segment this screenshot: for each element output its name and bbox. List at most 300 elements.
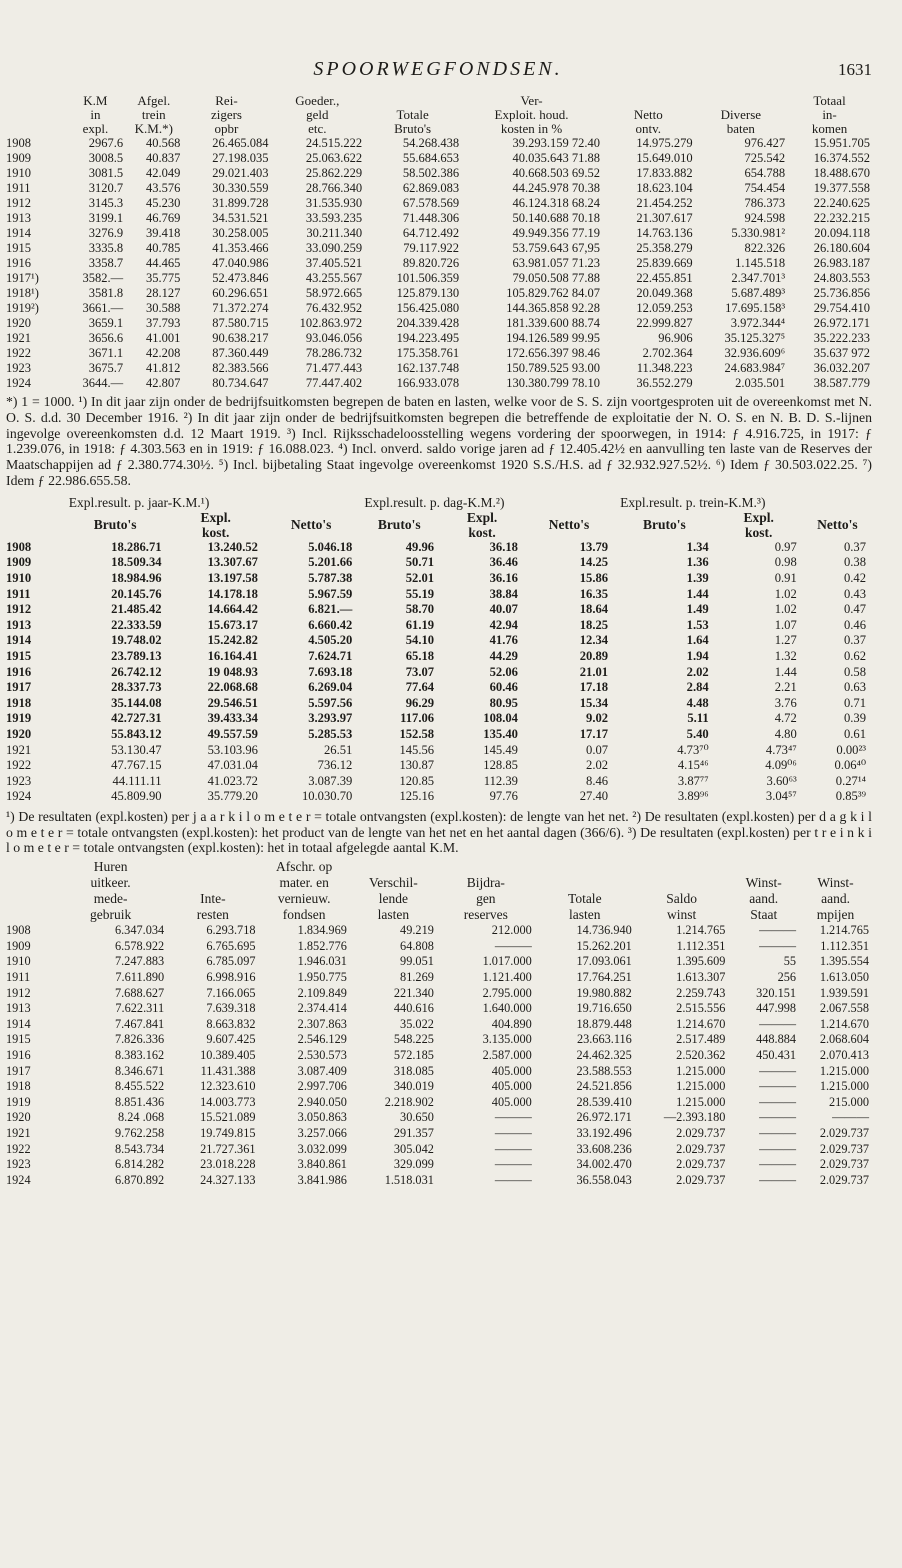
year-cell: 1914 (6, 1016, 31, 1031)
table-row (4, 758, 872, 774)
table-cell: 40.07 (489, 602, 518, 617)
table-cell: 0.58 (843, 664, 866, 679)
table-cell: 36.46 (489, 555, 518, 570)
table-cell: 1.852.776 (297, 938, 347, 953)
table-cell: 1.215.000 (819, 1079, 869, 1094)
table-cell: 10.389.405 (200, 1048, 256, 1063)
table-cell: 30.258.005 (212, 226, 269, 240)
table-cell: ——— (759, 1110, 797, 1125)
year-cell: 1913 (6, 1001, 31, 1016)
table-row (4, 923, 872, 939)
table-cell: 60.296.651 (212, 286, 269, 300)
table-cell: 27.40 (579, 789, 609, 804)
table-cell: 24.327.133 (200, 1172, 256, 1187)
table-row (4, 1064, 872, 1080)
table-cell: 76.432.952 (305, 301, 363, 315)
table-cell: 2.520.362 (676, 1048, 726, 1063)
table-cell: 0.00²³ (836, 742, 866, 757)
table-cell: 8.46 (586, 773, 609, 788)
table-cell: 2.515.556 (676, 1001, 726, 1016)
year-cell: 1909 (6, 151, 31, 165)
table-row (4, 1001, 872, 1017)
table-cell: 36.558.043 (576, 1172, 632, 1187)
table-cell: 6.578.922 (114, 938, 165, 953)
column-header: Totale Bruto's (394, 107, 432, 136)
table-cell: 0.71 (843, 695, 866, 710)
table-row (4, 774, 872, 790)
table-cell: ——— (494, 1157, 532, 1172)
table-cell: 36.16 (489, 570, 518, 585)
table-row (4, 665, 872, 681)
table-cell: 3.972.344⁴ (730, 316, 786, 330)
table-cell: 31.535.930 (305, 196, 363, 210)
table-cell: 786.373 (744, 196, 786, 210)
column-header: Saldo winst (666, 891, 697, 923)
year-cell: 1910 (6, 954, 31, 969)
table-row (4, 743, 872, 759)
table-cell: 41.001 (146, 331, 181, 345)
table-cell: 1.49 (686, 602, 709, 617)
table-cell: 166.933.078 (396, 376, 460, 390)
table-cell: 5.285.53 (308, 726, 353, 741)
year-cell: 1915 (6, 648, 32, 663)
column-header (4, 94, 66, 136)
table-cell: 19.980.882 (576, 985, 632, 1000)
table-cell: 49.557.59 (207, 726, 258, 741)
year-cell: 1924 (6, 1172, 31, 1187)
table-cell: 3120.7 (88, 181, 124, 195)
group-header: Expl.result. p. dag-K.M.²) (364, 494, 505, 510)
table-cell: 87.580.715 (212, 316, 269, 330)
table-cell: 2.067.558 (819, 1001, 869, 1016)
table-cell: 0.61 (843, 726, 866, 741)
table-cell: 36.552.279 (636, 376, 693, 390)
table-cell: 320.151 (756, 985, 797, 1000)
table-cell: 130.87 (399, 758, 435, 773)
table-cell: 2.997.706 (297, 1079, 347, 1094)
year-cell: 1917¹) (6, 271, 39, 285)
table-cell: 2.546.129 (297, 1032, 347, 1047)
table-cell: 53.130.47 (111, 742, 162, 757)
table-cell: 3.04⁵⁷ (765, 789, 797, 804)
table-cell: 50.140.688 70.18 (512, 211, 601, 225)
table-cell: 20.049.368 (636, 286, 693, 300)
table-row (4, 241, 872, 256)
table-cell: 35.125.327⁵ (724, 331, 786, 345)
table-cell: 212.000 (491, 923, 532, 938)
table-cell: 47.040.986 (212, 256, 269, 270)
table-cell: 5.967.59 (308, 586, 353, 601)
table-cell: 4.73⁴⁷ (765, 742, 797, 757)
table-cell: 5.046.18 (308, 539, 353, 554)
table-cell: 77.447.402 (305, 376, 363, 390)
table-cell: 13.197.58 (207, 570, 258, 585)
table-cell: 5.787.38 (308, 570, 353, 585)
table-cell: 65.18 (405, 648, 435, 663)
column-header: Totaal in- komen (811, 94, 848, 136)
table-cell: 8.543.734 (114, 1141, 165, 1156)
year-cell: 1921 (6, 331, 31, 345)
table-cell: 45.230 (146, 196, 181, 210)
footnotes-revenue: *) 1 = 1000. ¹) In dit jaar zijn onder de bedrijfsuitkomsten begrepen de baten en lasten, welke voor de S. S. zijn voortgesproten uit de overeenkomst met N. O. S. d.d. 30 December 1916. ²) In dit jaar zijn onder de bedrijfsuitkomsten begrepen die betreffende de exploitatie der N. O. S. en N. B. D. S.-lijnen ingevolge overeenkomsten d.d. 12 Maart 1919. ³) Incl. Rijksschadeloosstelling wegens vordering der spoorwegen, in 1914: ƒ 4.916.725, in 1917: ƒ 1.239.076, in 1918: ƒ 4.303.563 en in 1919: ƒ 16.088.023. ⁴) Incl. onverd. saldo vorige jaren ad ƒ 12.405.42½ en aanvulling ten laste van de Reserves der Maatschappijen ad ƒ 2.380.774.30½. ⁵) Incl. bijbetaling Staat ingevolge overeenkomst 1920 S.S./H.S. ad ƒ 32.932.927.52½. ⁶) Idem ƒ 30.503.022.25. ⁷) Idem ƒ 22.986.655.58. (6, 394, 872, 488)
table-cell: ——— (759, 1157, 797, 1172)
table-cell: 24.521.856 (576, 1079, 632, 1094)
table-row (4, 986, 872, 1002)
table-cell: 1.121.400 (482, 970, 532, 985)
table-cell: 71.477.443 (305, 361, 363, 375)
year-cell: 1916 (6, 1048, 31, 1063)
table-cell: 6.814.282 (114, 1157, 165, 1172)
table-cell: 1.939.591 (819, 985, 869, 1000)
table-cell: 305.042 (393, 1141, 434, 1156)
table-cell: ——— (759, 1172, 797, 1187)
table-cell: 58.502.386 (402, 166, 460, 180)
table-row (4, 1173, 872, 1189)
table-cell: 58.70 (405, 602, 435, 617)
table-cell: 35.022 (400, 1016, 434, 1031)
table-cell: 7.639.318 (206, 1001, 256, 1016)
table-cell: 43.255.567 (305, 271, 363, 285)
table-cell: 120.85 (399, 773, 435, 788)
table-cell: 26.742.12 (111, 664, 162, 679)
table-cell: 42.94 (489, 617, 518, 632)
table-cell: 27.198.035 (212, 151, 269, 165)
table-row (4, 211, 872, 226)
table-cell: 24.683.984⁷ (724, 361, 786, 375)
table-cell: 3675.7 (88, 361, 124, 375)
table-cell: 6.347.034 (114, 923, 165, 938)
year-cell: 1923 (6, 361, 31, 375)
column-header: Inte- resten (196, 891, 229, 923)
table-cell: 3.76 (774, 695, 797, 710)
table-cell: 53.103.96 (207, 742, 258, 757)
table-cell: 1.07 (774, 617, 797, 632)
table-cell: 17.17 (579, 726, 609, 741)
table-cell: 405.000 (491, 1079, 532, 1094)
table-cell: 90.638.217 (212, 331, 269, 345)
table-cell: 82.383.566 (212, 361, 269, 375)
year-cell: 1913 (6, 617, 32, 632)
table-cell: ——— (494, 938, 532, 953)
table-row (4, 954, 872, 970)
column-header: Netto's (290, 517, 332, 533)
table-cell: 2.109.849 (297, 985, 347, 1000)
table-cell: 3145.3 (88, 196, 124, 210)
table-row (4, 633, 872, 649)
table-cell: 22.232.215 (813, 211, 870, 225)
year-cell: 1922 (6, 346, 31, 360)
year-cell: 1921 (6, 1125, 31, 1140)
table-cell: 130.380.799 78.10 (506, 376, 601, 390)
table-cell: 6.998.916 (206, 970, 256, 985)
table-cell: 7.688.627 (114, 985, 165, 1000)
group-header: Expl.result. p. jaar-K.M.¹) (68, 494, 210, 510)
table-cell: 7.622.311 (115, 1001, 165, 1016)
table-cell: 3581.8 (88, 286, 124, 300)
table-cell: 23.588.553 (576, 1063, 632, 1078)
table-cell: 1.395.554 (819, 954, 869, 969)
table-row (4, 680, 872, 696)
column-header: K.M in expl. (82, 94, 109, 136)
year-cell: 1914 (6, 633, 32, 648)
year-cell: 1915 (6, 1032, 31, 1047)
year-cell: 1919 (6, 1094, 31, 1109)
table-cell: 1.44 (686, 586, 709, 601)
table-cell: 44.245.978 70.38 (512, 181, 601, 195)
table-row (4, 361, 872, 376)
year-cell: 1920 (6, 726, 32, 741)
table-cell: 73.07 (405, 664, 435, 679)
table-cell: 3661.— (82, 301, 124, 315)
table-row (4, 316, 872, 331)
table-cell: 1.518.031 (384, 1172, 434, 1187)
table-cell: 40.837 (146, 151, 181, 165)
table-cell: 46.124.318 68.24 (512, 196, 601, 210)
table-cell: 25.839.669 (636, 256, 693, 270)
table-cell: 64.712.492 (402, 226, 460, 240)
table-cell: 128.85 (483, 758, 518, 773)
table-cell: 1.53 (686, 617, 709, 632)
table-cell: 0.42 (843, 570, 866, 585)
table-cell: 19 048.93 (207, 664, 258, 679)
table-cell: 10.030.70 (301, 789, 353, 804)
table-cell: 18.879.448 (576, 1016, 632, 1031)
table-cell: 448.884 (756, 1032, 797, 1047)
table-cell: 102.863.972 (299, 316, 363, 330)
table-cell: 3.050.863 (297, 1110, 347, 1125)
table-cell: 18.286.71 (111, 539, 162, 554)
table-cell: 6.870.892 (114, 1172, 165, 1187)
table-cell: 18.64 (579, 602, 609, 617)
table-cell: 6.821.— (308, 602, 353, 617)
table-cell: 22.333.59 (111, 617, 162, 632)
year-cell: 1912 (6, 196, 31, 210)
table-cell: 53.759.643 67,95 (512, 241, 601, 255)
table-cell: 34.002.470 (576, 1157, 632, 1172)
table-cell: 3008.5 (88, 151, 124, 165)
table-cell: 450.431 (756, 1048, 797, 1063)
table-cell: 1.214.670 (819, 1016, 869, 1031)
table-cell: 0.46 (843, 617, 866, 632)
table-row (4, 346, 872, 361)
table-cell: 21.307.617 (636, 211, 693, 225)
table-cell: 4.15⁴⁶ (677, 758, 709, 773)
table-cell: 11.348.223 (636, 361, 693, 375)
table-cell: 1.44 (774, 664, 797, 679)
table-cell: 12.059.253 (636, 301, 693, 315)
table-cell: 15.521.089 (200, 1110, 256, 1125)
column-header: Bruto's (643, 517, 686, 533)
table-row (4, 1157, 872, 1173)
table-cell: 13.240.52 (207, 539, 258, 554)
table-cell: 117.06 (400, 711, 435, 726)
table-cell: 162.137.748 (396, 361, 460, 375)
table-cell: 14.003.773 (200, 1094, 256, 1109)
column-header: Totale lasten (568, 891, 602, 923)
table-cell: 7.166.065 (206, 985, 256, 1000)
year-cell: 1908 (6, 923, 31, 938)
table-cell: 6.293.718 (206, 923, 256, 938)
table-cell: 45.809.90 (111, 789, 162, 804)
table-cell: 34.531.521 (212, 211, 269, 225)
table-cell: 0.39 (843, 711, 866, 726)
table-cell: ——— (759, 923, 797, 938)
table-cell: 152.58 (399, 726, 435, 741)
table-cell: 3.032.099 (297, 1141, 347, 1156)
table-cell: 135.40 (483, 726, 518, 741)
table-cell: 39.418 (146, 226, 181, 240)
table-cell: 3.135.000 (482, 1032, 532, 1047)
expenses-profit-table (4, 859, 872, 1188)
table-cell: 1.02 (774, 602, 797, 617)
table-cell: 3671.1 (88, 346, 124, 360)
table-cell: 1.215.000 (676, 1079, 726, 1094)
year-cell: 1914 (6, 226, 31, 240)
table-cell: 125.16 (399, 789, 435, 804)
column-header: Verschil- lende lasten (369, 875, 418, 923)
table-cell: 2.84 (686, 680, 709, 695)
table-cell: 16.374.552 (813, 151, 870, 165)
table-cell: 8.851.436 (114, 1094, 165, 1109)
table-cell: 976.427 (744, 136, 786, 150)
table-cell: 42.049 (146, 166, 181, 180)
table-cell: 1.112.351 (820, 938, 869, 953)
table-cell: 105.829.762 84.07 (506, 286, 601, 300)
table-cell: 42.807 (146, 376, 181, 390)
table-cell: 0.91 (774, 570, 797, 585)
table-cell: 7.611.890 (115, 970, 165, 985)
table-row (4, 618, 872, 634)
year-cell: 1924 (6, 376, 31, 390)
table-cell: 2.02 (586, 758, 609, 773)
table-cell: 40.668.503 69.52 (512, 166, 601, 180)
table-cell: 2.029.737 (676, 1125, 726, 1140)
table-row (4, 696, 872, 712)
table-row (4, 602, 872, 618)
table-cell: 4.505.20 (308, 633, 353, 648)
column-header: Expl. kost. (200, 509, 231, 540)
table-cell: 15.262.201 (576, 938, 632, 953)
column-header: Bruto's (93, 517, 137, 533)
table-cell: 16.35 (579, 586, 609, 601)
table-cell: 52.473.846 (212, 271, 269, 285)
running-title: SPOORWEGFONDSEN. (313, 58, 563, 80)
table-cell: 7.826.336 (114, 1032, 165, 1047)
table-cell: 30.650 (400, 1110, 434, 1125)
table-cell: 9.607.425 (206, 1032, 256, 1047)
table-cell: 54.268.438 (402, 136, 460, 150)
table-cell: 5.687.489³ (731, 286, 786, 300)
results-table-group-header (4, 495, 872, 510)
table-cell: 2.029.737 (819, 1125, 869, 1140)
table-cell: 47.031.04 (207, 758, 258, 773)
column-header: Winst- aand. Staat (745, 875, 782, 923)
table-cell: 12.323.610 (200, 1079, 256, 1094)
table-cell: 20.89 (579, 648, 609, 663)
table-cell: 2.795.000 (482, 985, 532, 1000)
year-cell: 1919 (6, 711, 32, 726)
table-row (4, 555, 872, 571)
table-cell: 3.087.409 (297, 1063, 347, 1078)
table-cell: ——— (759, 1063, 797, 1078)
table-cell: 0.07 (586, 742, 609, 757)
table-cell: 5.330.981² (731, 226, 786, 240)
table-cell: 1.215.000 (676, 1094, 726, 1109)
table-cell: 3.87⁷⁷ (677, 773, 709, 788)
table-cell: ——— (494, 1141, 532, 1156)
table-cell: 71.448.306 (402, 211, 460, 225)
table-cell: 3.293.97 (308, 711, 353, 726)
table-cell: ——— (494, 1125, 532, 1140)
year-cell: 1923 (6, 773, 32, 788)
year-cell: 1921 (6, 742, 32, 757)
table-cell: 9.762.258 (114, 1125, 165, 1140)
table-cell: 2.035.501 (735, 376, 786, 390)
year-cell: 1923 (6, 1157, 31, 1172)
table-cell: 26.983.187 (813, 256, 870, 270)
year-cell: 1918 (6, 1079, 31, 1094)
table-cell: 215.000 (829, 1094, 869, 1109)
table-row (4, 587, 872, 603)
table-cell: 41.812 (146, 361, 181, 375)
table-cell: 1.214.765 (676, 923, 726, 938)
table-cell: 47.767.15 (111, 758, 162, 773)
table-cell: 18.25 (579, 617, 609, 632)
table-cell: 18.488.670 (813, 166, 870, 180)
table-cell: 340.019 (393, 1079, 434, 1094)
column-header: Expl. kost. (743, 509, 774, 540)
table-cell: 318.085 (393, 1063, 434, 1078)
table-cell: 156.425.080 (396, 301, 460, 315)
footnotes-results: ¹) De resultaten (expl.kosten) per j a a r k i l o m e t e r = totale ontvangsten (expl.kosten): de lengte van het net. ²) De resultaten (expl.kosten) per d a g k i l o m e t e r = totale ontvangsten (expl.kosten): het product van de lengte van het net en het aantal dagen (366/6). ³) De resultaten (expl.kosten) per t r e i n k i l o m e t e r = totale ontvangsten (expl.kosten): het in totaal afgelegde aantal K.M. (6, 808, 872, 856)
table-cell: 1.145.518 (735, 256, 786, 270)
table-cell: 3358.7 (88, 256, 124, 270)
table-cell: 31.899.728 (212, 196, 269, 210)
page-header (4, 52, 872, 92)
table-row (4, 1032, 872, 1048)
table-cell: 3659.1 (88, 316, 124, 330)
table-cell: 17.093.061 (576, 954, 632, 969)
table-cell: 0.38 (843, 555, 866, 570)
table-cell: 19.749.815 (200, 1125, 256, 1140)
table-row (4, 226, 872, 241)
year-cell: 1908 (6, 539, 32, 554)
year-cell: 1922 (6, 1141, 31, 1156)
table-cell: 13.307.67 (207, 555, 258, 570)
table-cell: 81.269 (400, 970, 434, 985)
table-cell: 1.215.000 (676, 1063, 726, 1078)
table-cell: 55.19 (405, 586, 435, 601)
table-cell: 3.087.39 (308, 773, 353, 788)
table-cell: 29.754.410 (813, 301, 870, 315)
table-cell: 42.208 (146, 346, 181, 360)
table-cell: 3081.5 (88, 166, 124, 180)
table-cell: 22.999.827 (636, 316, 693, 330)
table-cell: 0.98 (774, 555, 797, 570)
table-cell: 41.76 (489, 633, 518, 648)
table-cell: 14.664.42 (207, 602, 258, 617)
table-cell: 1.112.351 (676, 938, 726, 953)
year-cell: 1916 (6, 256, 31, 270)
table-cell: 1.94 (686, 648, 709, 663)
table-cell: 33.192.496 (576, 1125, 632, 1140)
table-cell: 2.940.050 (297, 1094, 347, 1109)
table-cell: 5.597.56 (308, 695, 353, 710)
table-cell: 26.180.604 (813, 241, 870, 255)
table-cell: 3199.1 (88, 211, 124, 225)
table-cell: 17.833.882 (636, 166, 693, 180)
column-header: Rei- zigers opbr (210, 94, 242, 136)
